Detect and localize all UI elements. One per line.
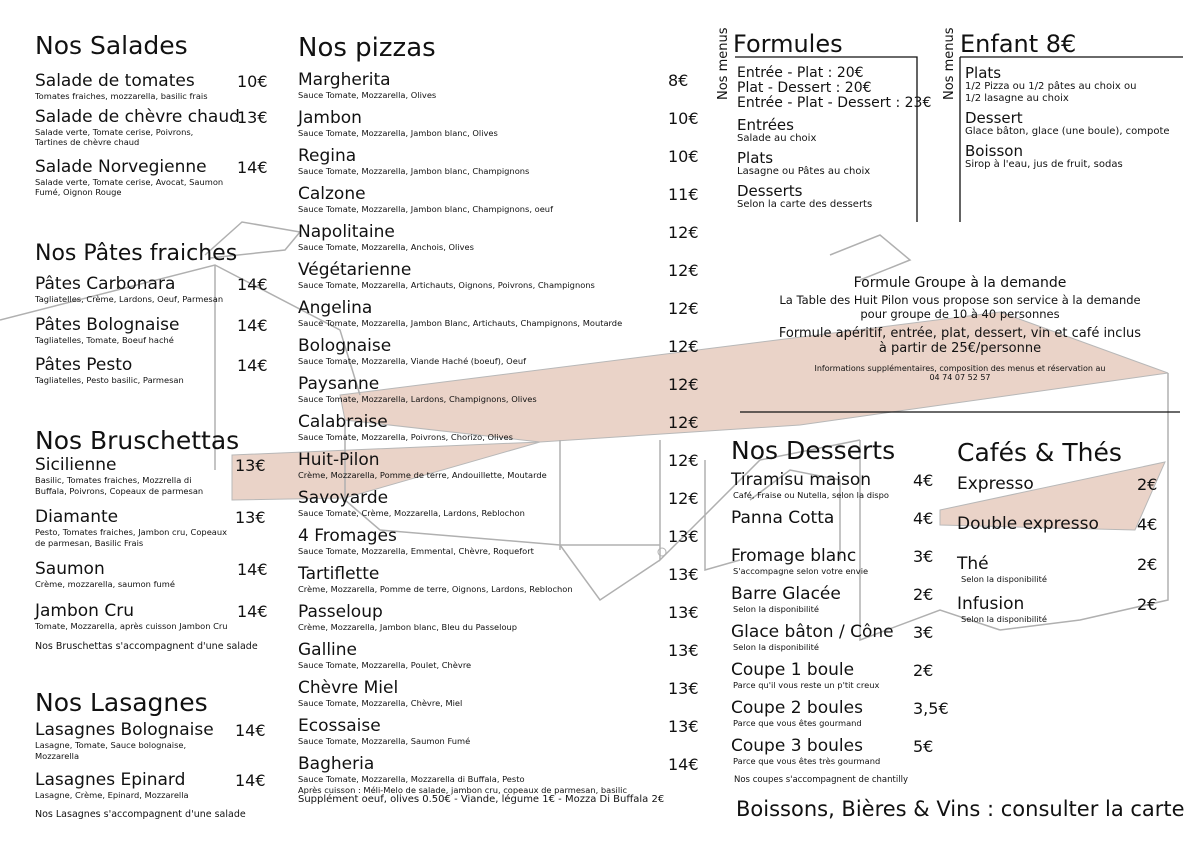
item-name: Double expresso	[957, 514, 1099, 534]
enfant-section	[960, 30, 1185, 171]
pizzas-title: Nos pizzas	[298, 33, 436, 63]
item-price: 11€	[668, 185, 699, 204]
pates-section	[35, 243, 275, 386]
pizzas-section	[298, 35, 703, 805]
item-name: Pâtes Bolognaise	[35, 314, 180, 335]
item-price: 2€	[913, 585, 934, 604]
item-price: 13€	[235, 508, 266, 527]
desserts-note: Nos coupes s'accompagnent de chantilly	[734, 775, 908, 785]
item-name: Tiramisu maison	[731, 470, 872, 490]
menu-item	[298, 603, 703, 641]
dessert-list	[731, 471, 951, 775]
item-price: 14€	[668, 755, 699, 774]
item-price: 14€	[237, 560, 268, 579]
item-name: Saumon	[35, 559, 105, 579]
item-name: Coupe 1 boule	[731, 660, 855, 680]
formule-group	[737, 184, 923, 211]
menu-item	[35, 72, 275, 102]
groupe-phone: 04 74 07 52 57	[929, 373, 991, 382]
item-name: Panna Cotta	[731, 508, 835, 528]
item-name: Jambon Cru	[35, 600, 134, 621]
item-price: 13€	[235, 456, 266, 475]
item-desc: Basilic, Tomates fraiches, Mozzrella di Buffala, Poivrons, Copeaux de parmesan	[35, 475, 204, 496]
item-desc: Parce que vous êtes gourmand	[733, 718, 862, 728]
item-price: 14€	[237, 356, 268, 375]
item-desc: Sauce Tomate, Mozzarella, Mozzarella di Buffala, Pesto	[298, 774, 525, 784]
pizzas-supplement: Supplément oeuf, olives 0.50€ - Viande, légume 1€ - Mozza Di Buffala 2€	[298, 794, 665, 805]
item-price: 2€	[1137, 475, 1158, 494]
menu-item	[35, 721, 275, 761]
item-price: 5€	[913, 737, 934, 756]
item-desc: Sauce Tomate, Mozzarella, Olives	[298, 90, 437, 100]
item-desc: Crème, Mozzarella, Pomme de terre, Andouillette, Moutarde	[298, 470, 547, 480]
enfant-group	[965, 144, 1185, 171]
item-desc: Sauce Tomate, Mozzarella, Chèvre, Miel	[298, 698, 463, 708]
menu-item	[35, 771, 275, 801]
menu-item	[731, 661, 951, 699]
item-price: 14€	[235, 721, 266, 740]
item-price: 12€	[668, 299, 699, 318]
item-desc: Parce que vous êtes très gourmand	[733, 756, 881, 766]
menu-item	[298, 299, 703, 337]
item-price: 12€	[668, 375, 699, 394]
menu-item	[298, 185, 703, 223]
menu-item	[35, 316, 275, 346]
menu-item	[35, 108, 275, 148]
item-name: Infusion	[957, 594, 1025, 614]
item-desc: Sauce Tomate, Mozzarella, Jambon blanc, Olives	[298, 128, 498, 138]
menu-item	[731, 509, 951, 547]
item-desc: Selon la disponibilité	[961, 574, 1048, 584]
item-name: Salade de tomates	[35, 71, 195, 91]
item-name: Calabraise	[298, 412, 388, 432]
item-desc: Après cuisson : Méli-Melo de salade, jambon cru, copeaux de parmesan, basilic	[298, 784, 628, 795]
item-desc: Crème, mozzarella, saumon fumé	[35, 579, 175, 589]
item-price: 12€	[668, 337, 699, 356]
formule-group	[737, 151, 923, 178]
lasagnes-section	[35, 690, 275, 820]
formules-section	[733, 30, 932, 211]
enfant-group	[965, 111, 1185, 138]
menu-item	[298, 717, 703, 755]
item-desc: Sauce Tomate, Mozzarella, Emmental, Chèvre, Roquefort	[298, 546, 534, 556]
menu-item	[731, 699, 951, 737]
item-price: 14€	[237, 315, 268, 335]
item-price: 13€	[668, 641, 699, 660]
pizza-list	[298, 70, 703, 795]
item-price: 4€	[913, 471, 934, 490]
menu-item	[35, 560, 275, 590]
groupe-line: Formule apéritif, entrée, plat, dessert, vin et café inclus	[778, 326, 1142, 341]
item-price: 13€	[668, 565, 699, 584]
enfant-group	[965, 66, 1185, 105]
menu-item	[298, 223, 703, 261]
menu-item	[298, 451, 703, 489]
item-desc: Sauce Tomate, Mozzarella, Jambon Blanc, Artichauts, Champignons, Moutarde	[298, 318, 623, 328]
item-desc: Tagliatelles, Pesto basilic, Parmesan	[35, 375, 184, 385]
item-name: Calzone	[298, 184, 366, 204]
item-price: 8€	[668, 71, 689, 90]
cafes-section	[957, 440, 1167, 635]
item-desc: Tomates fraiches, mozzarella, basilic frais	[35, 91, 208, 101]
item-desc: Salade verte, Tomate cerise, Avocat, Saumon Fumé, Oignon Rouge	[35, 176, 224, 197]
item-name: Savoyarde	[298, 488, 389, 508]
item-price: 10€	[668, 147, 699, 166]
menu-item	[731, 547, 951, 585]
group-name: Desserts	[737, 182, 803, 200]
item-name: Barre Glacée	[731, 584, 841, 604]
group-desc: Salade au choix	[737, 133, 817, 144]
item-price: 12€	[668, 413, 699, 432]
item-price: 3€	[913, 623, 934, 642]
item-name: Diamante	[35, 507, 119, 527]
formule-group	[737, 118, 923, 145]
item-price: 14€	[237, 275, 268, 294]
item-name: Bolognaise	[298, 336, 392, 356]
enfant-side-label: Nos menus	[942, 27, 957, 100]
item-name: Jambon	[298, 108, 362, 128]
item-name: Paysanne	[298, 374, 380, 394]
item-name: Lasagnes Bolognaise	[35, 720, 214, 740]
item-price: 2€	[1137, 555, 1158, 574]
item-name: Sicilienne	[35, 455, 117, 475]
item-price: 13€	[668, 717, 699, 736]
menu-item	[35, 275, 275, 305]
item-desc: S'accompagne selon votre envie	[733, 566, 869, 576]
item-name: Expresso	[957, 474, 1034, 494]
formule-line: Entrée - Plat : 20€	[737, 65, 864, 81]
group-desc: 1/2 Pizza ou 1/2 pâtes au choix ou 1/2 lasagne au choix	[965, 81, 1137, 104]
item-desc: Sauce Tomate, Mozzarella, Saumon Fumé	[298, 736, 471, 746]
groupe-title: Formule Groupe à la demande	[853, 275, 1067, 291]
item-desc: Sauce Tomate, Mozzarella, Poulet, Chèvre	[298, 660, 472, 670]
item-price: 3,5€	[913, 699, 949, 718]
lasagnes-note: Nos Lasagnes s'accompagnent d'une salade	[35, 808, 246, 820]
menu-item	[298, 109, 703, 147]
item-desc: Sauce Tomate, Mozzarella, Jambon blanc, Champignons	[298, 166, 530, 176]
item-desc: Selon la disponibilité	[733, 642, 820, 652]
item-price: 2€	[913, 661, 934, 680]
boissons-line: Boissons, Bières & Vins : consulter la carte	[736, 797, 1185, 821]
menu-item	[298, 565, 703, 603]
groupe-line: à partir de 25€/personne	[878, 341, 1042, 356]
menu-item	[298, 754, 703, 795]
groupe-section	[740, 275, 1180, 382]
item-desc: Sauce Tomate, Mozzarella, Poivrons, Chorizo, Olives	[298, 432, 513, 442]
group-desc: Glace bâton, glace (une boule), compote	[965, 126, 1170, 137]
menu-item	[298, 147, 703, 185]
item-price: 4€	[1137, 515, 1158, 534]
item-price: 10€	[237, 72, 268, 91]
item-desc: Selon la disponibilité	[961, 614, 1048, 624]
desserts-section	[731, 438, 951, 785]
item-name: Huit-Pilon	[298, 450, 380, 470]
item-desc: Selon la disponibilité	[733, 604, 820, 614]
group-desc: Lasagne ou Pâtes au choix	[737, 166, 871, 177]
item-price: 13€	[237, 107, 268, 127]
menu-item	[298, 261, 703, 299]
item-price: 2€	[1137, 595, 1158, 614]
pates-title: Nos Pâtes fraiches	[35, 241, 238, 266]
item-desc: Crème, Mozzarella, Jambon blanc, Bleu du Passeloup	[298, 622, 518, 632]
item-name: Pâtes Carbonara	[35, 274, 176, 294]
menu-item	[731, 623, 951, 661]
formules-title: Formules	[733, 30, 843, 58]
groupe-info: Informations supplémentaires, composition des menus et réservation au	[814, 364, 1106, 373]
item-name: Lasagnes Epinard	[35, 770, 186, 790]
menu-item	[298, 375, 703, 413]
item-name: Chèvre Miel	[298, 678, 399, 698]
group-name: Dessert	[965, 109, 1023, 127]
group-desc: Selon la carte des desserts	[737, 199, 873, 210]
item-desc: Sauce Tomate, Mozzarella, Lardons, Champignons, Olives	[298, 394, 537, 404]
item-name: Bagheria	[298, 754, 375, 774]
group-name: Plats	[965, 64, 1002, 82]
item-price: 12€	[668, 261, 699, 280]
item-price: 14€	[237, 157, 268, 177]
item-name: Angelina	[298, 298, 373, 318]
item-name: Napolitaine	[298, 222, 395, 242]
item-name: Végétarienne	[298, 260, 412, 280]
item-desc: Parce qu'il vous reste un p'tit creux	[733, 680, 880, 690]
menu-item	[298, 413, 703, 451]
item-desc: Sauce Tomate, Mozzarella, Artichauts, Oignons, Poivrons, Champignons	[298, 280, 595, 290]
menu-item	[298, 71, 703, 109]
group-name: Entrées	[737, 116, 794, 134]
item-price: 13€	[668, 679, 699, 698]
menu-item	[298, 679, 703, 717]
item-desc: Café, Fraise ou Nutella, selon la dispo	[733, 490, 889, 500]
menu-item	[957, 475, 1167, 515]
item-name: Regina	[298, 146, 357, 166]
item-name: Pâtes Pesto	[35, 355, 133, 375]
item-desc: Salade verte, Tomate cerise, Poivrons, Tartines de chèvre chaud	[35, 126, 194, 147]
item-price: 14€	[237, 601, 268, 621]
item-name: Ecossaise	[298, 716, 381, 736]
menu-item	[731, 471, 951, 509]
menu-item	[957, 555, 1167, 595]
groupe-line: La Table des Huit Pilon vous propose son service à la demande	[779, 293, 1141, 307]
item-desc: Sauce Tomate, Mozzarella, Anchois, Olives	[298, 242, 474, 252]
group-desc: Sirop à l'eau, jus de fruit, sodas	[965, 159, 1123, 170]
item-price: 12€	[668, 451, 699, 470]
menu-item	[298, 527, 703, 565]
item-name: Thé	[957, 554, 989, 574]
item-name: Passeloup	[298, 602, 383, 622]
item-desc: Crème, Mozzarella, Pomme de terre, Oignons, Lardons, Reblochon	[298, 584, 573, 594]
item-desc: Lasagne, Crème, Epinard, Mozzarella	[35, 790, 189, 800]
item-desc: Sauce Tomate, Mozzarella, Viande Haché (boeuf), Oeuf	[298, 356, 527, 366]
cafe-list	[957, 475, 1167, 635]
menu-item	[35, 356, 275, 386]
formule-line: Entrée - Plat - Dessert : 23€	[737, 95, 932, 111]
menu-item	[298, 641, 703, 679]
item-name: Fromage blanc	[731, 546, 857, 566]
menu-item	[35, 456, 275, 496]
item-price: 14€	[235, 771, 266, 790]
item-desc: Tagliatelles, Crème, Lardons, Oeuf, Parmesan	[35, 294, 224, 304]
item-price: 12€	[668, 223, 699, 242]
group-name: Plats	[737, 149, 774, 167]
formule-line: Plat - Dessert : 20€	[737, 80, 872, 96]
item-desc: Sauce Tomate, Mozzarella, Jambon blanc, Champignons, oeuf	[298, 204, 553, 214]
lasagnes-title: Nos Lasagnes	[35, 688, 208, 717]
salades-section	[35, 33, 275, 198]
item-name: Glace bâton / Cône	[731, 622, 894, 642]
menu-item	[298, 489, 703, 527]
item-name: 4 Fromages	[298, 526, 397, 546]
group-name: Boisson	[965, 142, 1023, 160]
item-desc: Tagliatelles, Tomate, Boeuf haché	[35, 334, 174, 345]
item-desc: Tomate, Mozzarella, après cuisson Jambon Cru	[35, 620, 228, 631]
item-name: Salade de chèvre chaud	[35, 106, 240, 127]
item-price: 10€	[668, 109, 699, 128]
menu-item	[35, 602, 275, 632]
menu-item	[35, 158, 275, 198]
bruschettas-title: Nos Bruschettas	[35, 426, 240, 455]
item-desc: Pesto, Tomates fraiches, Jambon cru, Copeaux de parmesan, Basilic Frais	[35, 527, 228, 548]
menu-item	[298, 337, 703, 375]
item-price: 12€	[668, 489, 699, 508]
item-name: Coupe 2 boules	[731, 698, 863, 718]
bruschettas-section	[35, 428, 275, 652]
item-desc: Lasagne, Tomate, Sauce bolognaise, Mozzarella	[35, 740, 187, 761]
menu-item	[731, 737, 951, 775]
item-name: Coupe 3 boules	[731, 736, 863, 756]
groupe-line: pour groupe de 10 à 40 personnes	[860, 307, 1060, 321]
item-price: 4€	[913, 509, 934, 528]
cafes-title: Cafés & Thés	[957, 438, 1122, 467]
bruschettas-note: Nos Bruschettas s'accompagnent d'une salade	[35, 641, 258, 652]
menu-item	[957, 515, 1167, 555]
menu-item	[957, 595, 1167, 635]
desserts-title: Nos Desserts	[731, 436, 896, 465]
item-name: Tartiflette	[298, 564, 380, 584]
item-name: Galline	[298, 640, 357, 660]
menu-item	[35, 508, 275, 548]
item-desc: Sauce Tomate, Crème, Mozzarella, Lardons, Reblochon	[298, 508, 525, 518]
item-price: 13€	[668, 527, 699, 546]
item-price: 3€	[913, 547, 934, 566]
item-name: Salade Norvegienne	[35, 156, 207, 177]
enfant-title: Enfant 8€	[960, 30, 1077, 58]
salades-title: Nos Salades	[35, 31, 188, 60]
menu-item	[731, 585, 951, 623]
item-name: Margherita	[298, 70, 391, 90]
formules-side-label: Nos menus	[716, 27, 731, 100]
item-price: 13€	[668, 603, 699, 622]
